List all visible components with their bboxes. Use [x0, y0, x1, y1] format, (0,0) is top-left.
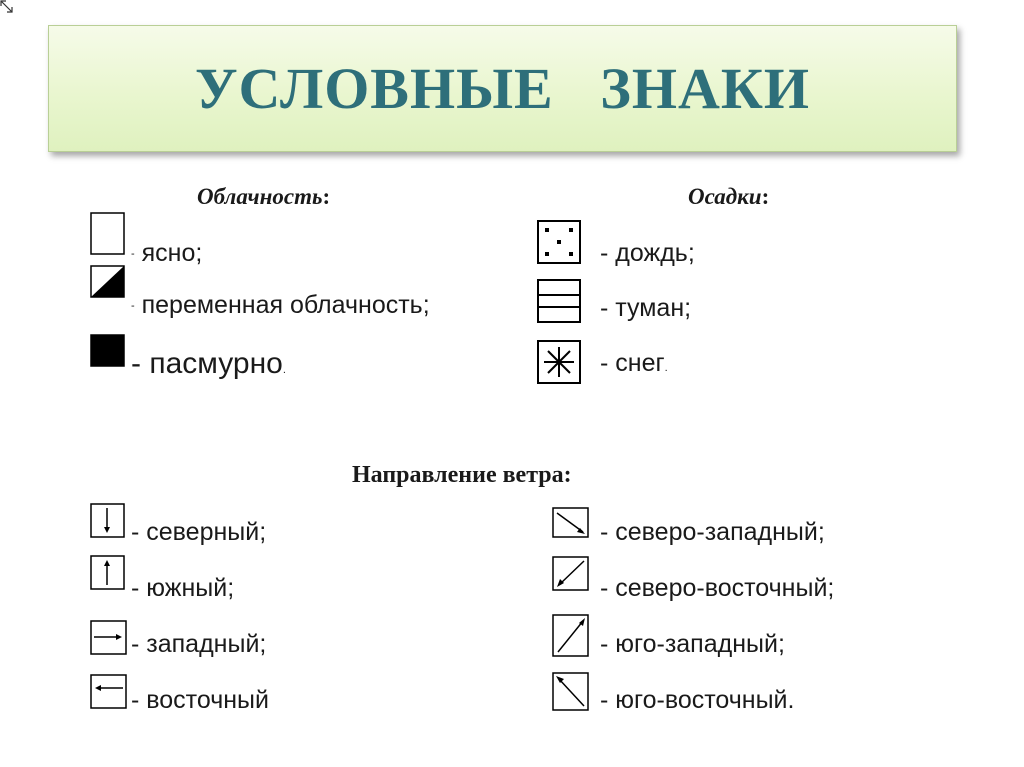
wind-heading: Направление ветра: [352, 462, 572, 488]
precipitation-item-snow [600, 351, 668, 376]
wind-item-northeast: - северо-восточный; [600, 574, 835, 602]
precipitation-item-fog: - туман; [600, 294, 692, 322]
wind-item-west: - западный; [131, 630, 267, 658]
wind-item-southwest: - юго-западный; [600, 630, 785, 658]
wind-item-northwest: - северо-западный; [600, 518, 825, 546]
wind-item-southeast [600, 688, 794, 713]
precipitation-item-rain: - дождь; [600, 239, 695, 267]
wind-south-icon [90, 555, 126, 591]
fog-icon [536, 278, 582, 324]
wind-southeast-icon [552, 672, 590, 712]
wind-northeast-icon [552, 556, 590, 592]
resize-corner-icon [0, 0, 16, 16]
page-title: УСЛОВНЫЕ ЗНАКИ [194, 56, 811, 121]
wind-east-icon [90, 674, 128, 710]
snow-icon [536, 339, 582, 385]
cloudiness-heading [197, 184, 330, 210]
southeast-label: - юго-восточный [600, 686, 788, 714]
wind-item-north: - северный; [131, 518, 267, 546]
wind-north-icon [90, 503, 126, 539]
variable-cloud-icon [90, 265, 126, 299]
wind-southwest-icon [552, 614, 590, 658]
rain-icon [536, 219, 582, 265]
cloudiness-heading-colon: : [322, 184, 331, 209]
precipitation-heading-colon: : [761, 184, 770, 209]
cloudiness-item-clear [131, 241, 202, 266]
snow-label: - снег [600, 349, 665, 377]
cloudiness-item-variable [131, 293, 430, 318]
overcast-label: - пасмурно [131, 347, 283, 380]
wind-item-south: - южный; [131, 574, 235, 602]
southeast-dot: . [787, 686, 795, 714]
clear-dash: - [131, 247, 135, 260]
title-banner [48, 25, 957, 152]
wind-item-east: - восточный [131, 686, 269, 714]
overcast-dot: . [282, 364, 286, 376]
wind-west-icon [90, 620, 128, 656]
snow-dot: . [664, 362, 668, 374]
variable-label: переменная облачность; [134, 291, 430, 319]
wind-northwest-icon [552, 507, 590, 539]
precipitation-heading [688, 184, 769, 210]
precipitation-heading-text: Осадки [688, 184, 762, 209]
variable-dash: - [131, 299, 135, 312]
cloudiness-item-overcast [131, 349, 286, 379]
cloudiness-heading-text: Облачность [197, 184, 323, 209]
overcast-icon [90, 334, 126, 368]
clear-label: ясно; [134, 239, 203, 267]
clear-sky-icon [90, 212, 126, 256]
